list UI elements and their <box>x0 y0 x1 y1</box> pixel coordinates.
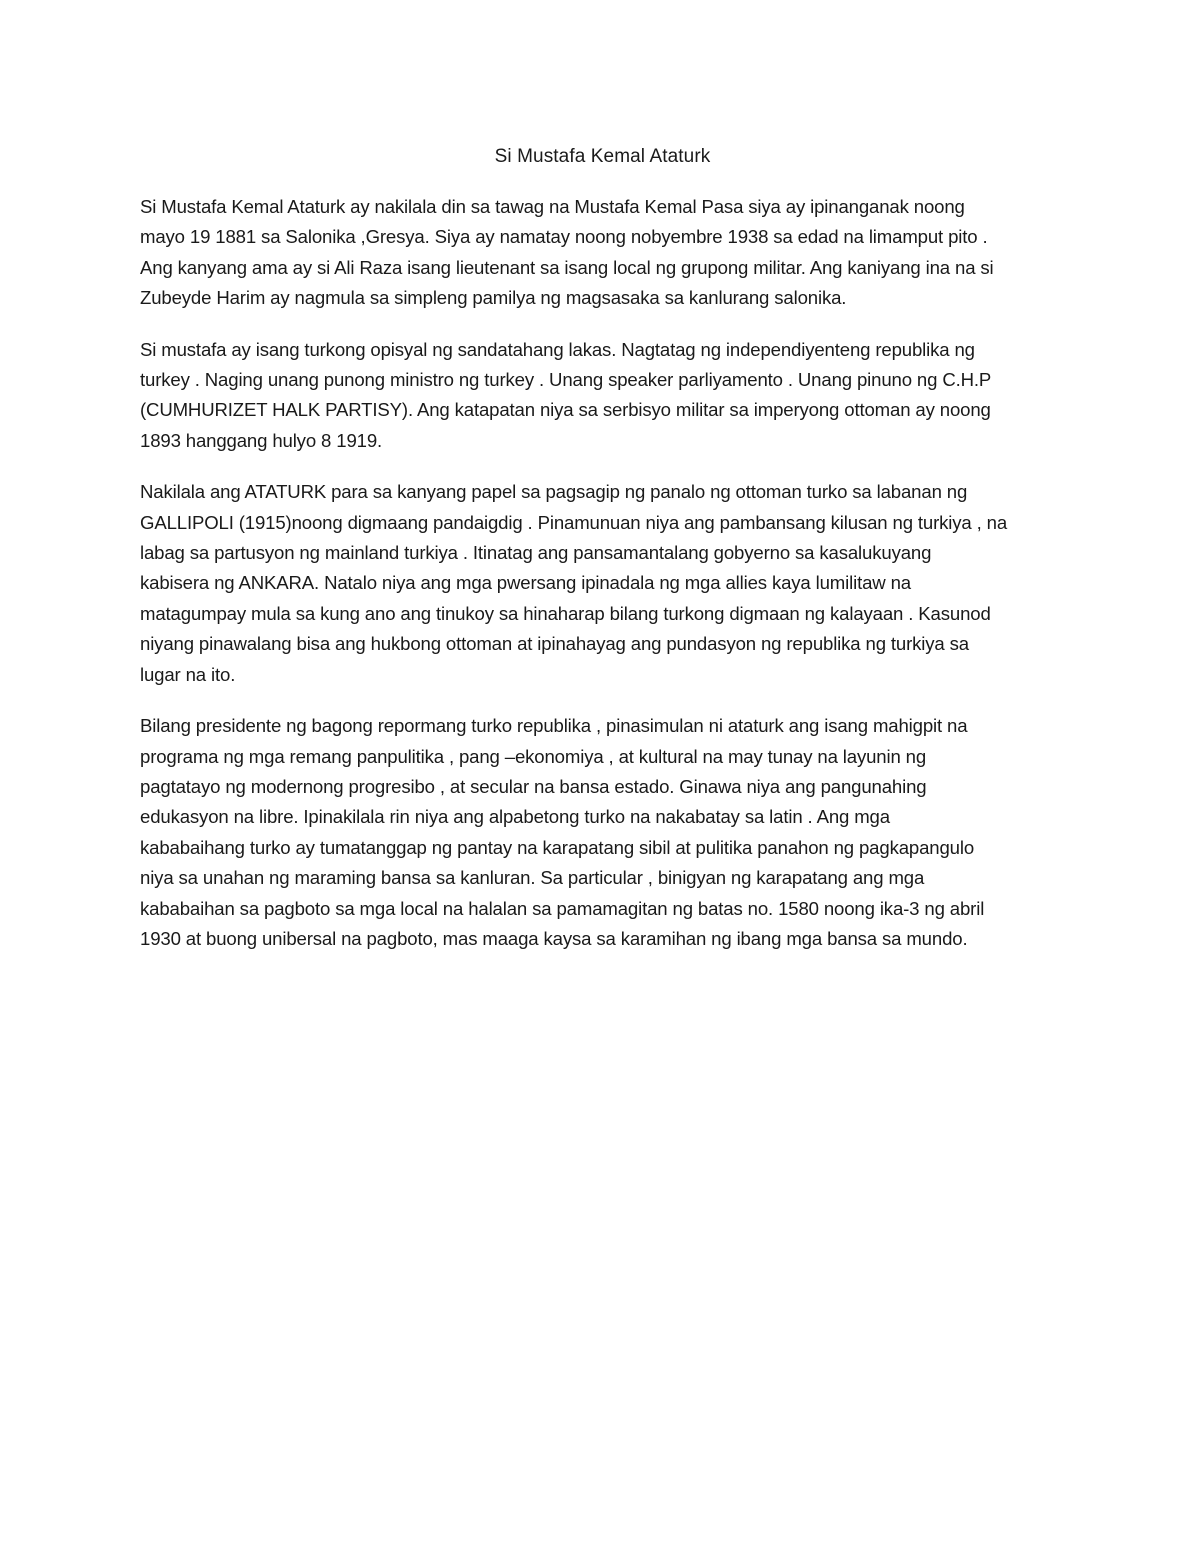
paragraph-2 <box>140 335 1065 457</box>
text-line: programa ng mga remang panpulitika , pang –ekonomiya , at kultural na may tunay na layunin ng <box>140 745 927 767</box>
text-line: kabisera ng ANKARA. Natalo niya ang mga pwersang ipinadala ng mga allies kaya lumilitaw na <box>140 572 911 594</box>
text-line: Zubeyde Harim ay nagmula sa simpleng pamilya ng magsasaka sa kanlurang salonika. <box>140 287 847 309</box>
text-line: kababaihan sa pagboto sa mga local na halalan sa pamamagitan ng batas no. 1580 noong ika-3 ng abril <box>140 897 985 919</box>
text-line: Bilang presidente ng bagong repormang turko republika , pinasimulan ni ataturk ang isang mahigpit na <box>140 715 968 737</box>
text-line: GALLIPOLI (1915)noong digmaang pandaigdig . Pinamunuan niya ang pambansang kilusan ng turkiya , na <box>140 511 1008 533</box>
text-line: Si Mustafa Kemal Ataturk ay nakilala din sa tawag na Mustafa Kemal Pasa siya ay ipinanganak noong <box>140 196 965 217</box>
text-line: matagumpay mula sa kung ano ang tinukoy sa hinaharap bilang turkong digmaan ng kalayaan . Kasunod <box>140 602 991 624</box>
text-line: 1893 hanggang hulyo 8 1919. <box>140 429 383 451</box>
text-line: lugar na ito. <box>140 663 236 685</box>
document-body <box>140 142 1065 975</box>
text-line: (CUMHURIZET HALK PARTISY). Ang katapatan niya sa serbisyo militar sa imperyong ottoman ay noong <box>140 399 991 421</box>
text-line: niyang pinawalang bisa ang hukbong ottoman at ipinahayag ang pundasyon ng republika ng turkiya sa <box>140 633 969 655</box>
paragraph-4 <box>140 711 1065 954</box>
text-line: 1930 at buong unibersal na pagboto, mas maaga kaysa sa karamihan ng ibang mga bansa sa mundo. <box>140 927 968 949</box>
text-line: Si mustafa ay isang turkong opisyal ng sandatahang lakas. Nagtatag ng independiyenteng republika ng <box>140 338 975 360</box>
text-line: turkey . Naging unang punong ministro ng turkey . Unang speaker parliyamento . Unang pinuno ng C.H.P <box>140 369 992 391</box>
paragraph-3 <box>140 477 1065 690</box>
text-line: kababaihang turko ay tumatanggap ng pantay na karapatang sibil at pulitika panahon ng pagkapangulo <box>140 836 975 858</box>
paragraph-1 <box>140 192 1065 314</box>
text-line: labag sa partusyon ng mainland turkiya . Itinatag ang pansamantalang gobyerno sa kasalukuyang <box>140 542 932 564</box>
text-line: Ang kanyang ama ay si Ali Raza isang lieutenant sa isang local ng grupong militar. Ang kaniyang ina na si <box>140 256 994 278</box>
text-line: edukasyon na libre. Ipinakilala rin niya ang alpabetong turko na nakabatay sa latin . Ang mga <box>140 806 890 828</box>
document-title: Si Mustafa Kemal Ataturk <box>494 146 711 167</box>
text-line: pagtatayo ng modernong progresibo , at secular na bansa estado. Ginawa niya ang pangunahing <box>140 775 927 797</box>
text-line: niya sa unahan ng maraming bansa sa kanluran. Sa particular , binigyan ng karapatang ang mga <box>140 867 925 889</box>
text-line: Nakilala ang ATATURK para sa kanyang papel sa pagsagip ng panalo ng ottoman turko sa labanan ng <box>140 481 968 503</box>
text-line: mayo 19 1881 sa Salonika ,Gresya. Siya ay namatay noong nobyembre 1938 sa edad na limamput pito . <box>140 226 988 248</box>
